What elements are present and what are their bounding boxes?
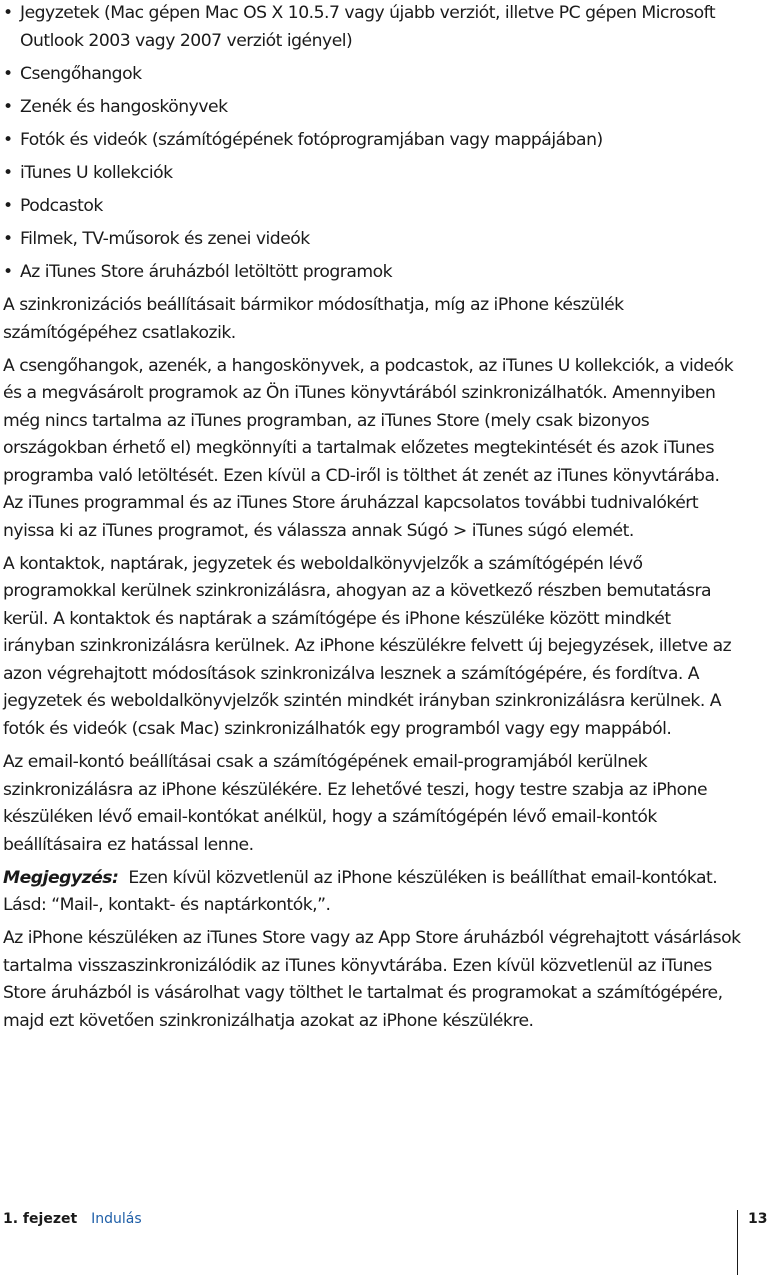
paragraph-contacts-calendars: A kontaktok, naptárak, jegyzetek és weboldalkönyvjelzők a számítógépén lévő programokkal kerülnek szinkronizálásra, ahogyan az a következő részben bemutatásra kerül. A kontaktok és naptárak a számítógépe és iPhone készüléke között mindkét irányban szinkronizálásra kerülnek. Az iPhone készülékre felvett új bejegyzések, illetve az azon végrehajtott módosítások szinkronizálva lesznek a számítógépére, és fordítva. A jegyzetek és weboldalkönyvjelzők szintén mindkét irányban szinkronizálásra kerülnek. A fotók és videók (csak Mac) szinkronizálhatók egy programból vagy egy mappából. xyxy=(3,553,732,739)
bullet-icon: • xyxy=(3,3,13,23)
bullet-icon: • xyxy=(3,162,13,183)
paragraph-itunes-library: A csengőhangok, azenék, a hangoskönyvek, a podcastok, az iTunes U kollekciók, a videók és a megvásárolt programok az Ön iTunes könyvtárából szinkronizálhatók. Amennyiben még nincs tartalma az iTunes programban, az iTunes Store (mely csak bizonyos országokban érhető el) megkönnyíti a tartalmak előzetes megtekintését és azok iTunes programba való letöltését. Ezen kívül a CD-iről is tölthet át zenét az iTunes könyvtárába. Az iTunes programmal és az iTunes Store áruházzal kapcsolatos további tudnivalókért nyissa ki az iTunes programot, és válassza annak Súgó > iTunes súgó elemét. xyxy=(3,355,734,541)
bullet-text: Az iTunes Store áruházból letöltött programok xyxy=(20,262,393,283)
bullet-text: Jegyzetek (Mac gépen Mac OS X 10.5.7 vagy újabb verziót, illetve PC gépen Microsoft Outlook 2003 vagy 2007 verziót igényel) xyxy=(20,3,716,51)
bullet-item xyxy=(3,0,743,55)
feature-bullet-list xyxy=(3,0,743,287)
note-paragraph xyxy=(3,865,743,920)
bullet-icon: • xyxy=(3,262,13,283)
paragraph-email-accounts: Az email-kontó beállításai csak a számítógépének email-programjából kerülnek szinkronizálásra az iPhone készülékére. Ez lehetővé teszi, hogy testre szabja az iPhone készüléken lévő email-kontókat anélkül, hogy a számítógépén lévő email-kontók beállításaira ez hatással lenne. xyxy=(3,752,708,855)
bullet-text: iTunes U kollekciók xyxy=(20,162,173,183)
page-number: 13 xyxy=(748,1211,767,1227)
bullet-item xyxy=(3,127,743,155)
footer-chapter: 1. fejezet xyxy=(3,1211,78,1227)
bullet-text: Podcastok xyxy=(20,195,103,216)
paragraph-sync-settings: A szinkronizációs beállításait bármikor módosíthatja, míg az iPhone készülék számítógépéhez csatlakozik. xyxy=(3,295,624,343)
bullet-text: Zenék és hangoskönyvek xyxy=(20,96,228,117)
bullet-text: Filmek, TV-műsorok és zenei videók xyxy=(20,229,310,250)
bullet-icon: • xyxy=(3,63,13,84)
page-content xyxy=(3,0,743,1041)
bullet-item xyxy=(3,94,743,122)
bullet-icon: • xyxy=(3,229,13,250)
footer-divider xyxy=(737,1210,738,1275)
note-label: Megjegyzés: xyxy=(3,867,119,888)
page-footer xyxy=(3,1209,142,1229)
bullet-icon: • xyxy=(3,96,13,117)
bullet-item xyxy=(3,160,743,188)
bullet-text: Fotók és videók (számítógépének fotóprogramjában vagy mappájában) xyxy=(20,129,603,150)
bullet-item xyxy=(3,259,743,287)
bullet-icon: • xyxy=(3,195,13,216)
footer-section-link[interactable]: Indulás xyxy=(91,1211,142,1227)
note-text: Ezen kívül közvetlenül az iPhone készüléken is beállíthat email-kontókat. Lásd: “Mail-, kontakt- és naptárkontók,”. xyxy=(3,867,718,916)
bullet-item xyxy=(3,226,743,254)
paragraph-purchases: Az iPhone készüléken az iTunes Store vagy az App Store áruházból végrehajtott vásárlások tartalma visszaszinkronizálódik az iTunes könyvtárába. Ezen kívül közvetlenül az iTunes Store áruházból is vásárolhat vagy tölthet le tartalmat és programokat a számítógépére, majd ezt követően szinkronizálhatja azokat az iPhone készülékre. xyxy=(3,928,741,1031)
bullet-text: Csengőhangok xyxy=(20,63,142,84)
bullet-item xyxy=(3,193,743,221)
bullet-item xyxy=(3,61,743,89)
bullet-icon: • xyxy=(3,129,13,150)
